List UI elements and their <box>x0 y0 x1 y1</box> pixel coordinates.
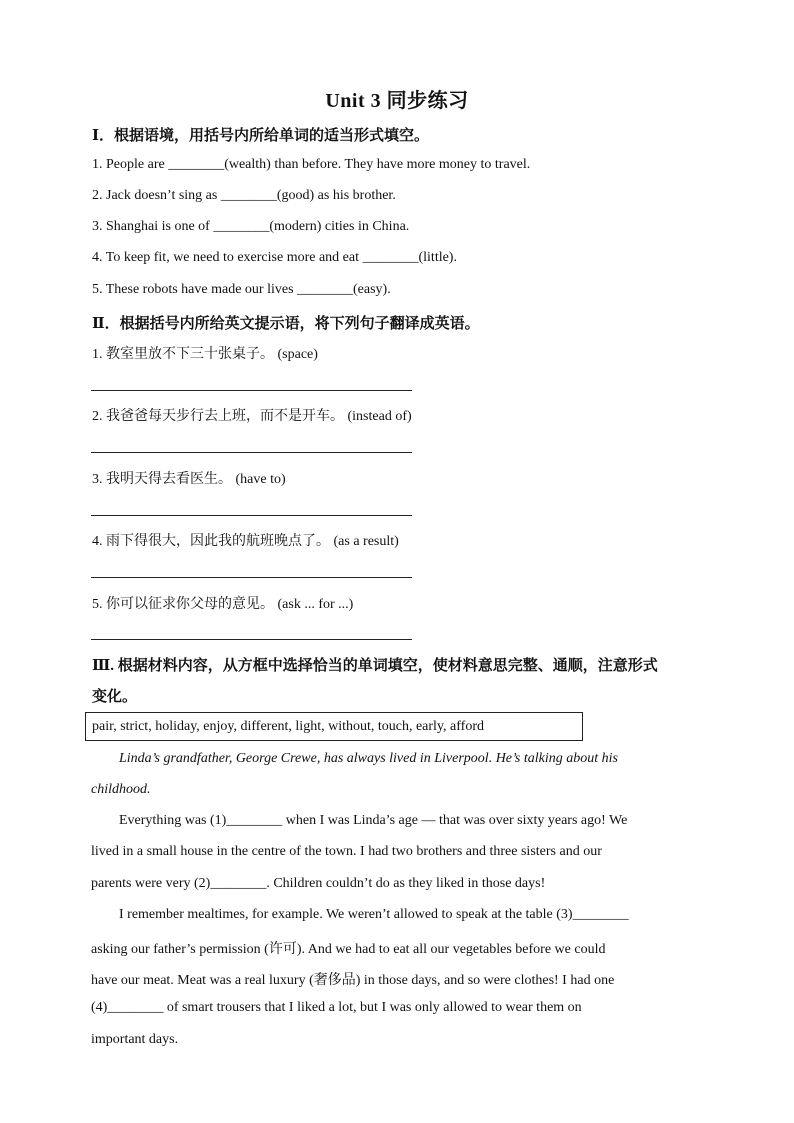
answer-line-1[interactable] <box>91 390 412 391</box>
section-1-item-4: 4. To keep fit, we need to exercise more and eat ________(little). <box>92 250 457 265</box>
section-1-item-2: 2. Jack doesn’t sing as ________(good) as his brother. <box>92 188 396 203</box>
passage-intro-line-1: Linda’s grandfather, George Crewe, has always lived in Liverpool. He’s talking about his <box>119 751 618 766</box>
section-1-item-1: 1. People are ________(wealth) than before. They have more money to travel. <box>92 157 531 172</box>
passage-line-1: Everything was (1)________ when I was Linda’s age — that was over sixty years ago! We <box>119 813 628 828</box>
section-1-heading: Ⅰ．根据语境，用括号内所给单词的适当形式填空。 <box>92 128 430 144</box>
answer-line-5[interactable] <box>91 639 412 640</box>
section-2-item-3: 3. 我明天得去看医生。 (have to) <box>92 472 286 487</box>
section-2-item-1: 1. 教室里放不下三十张桌子。 (space) <box>92 347 318 362</box>
section-2-item-2: 2. 我爸爸每天步行去上班，而不是开车。 (instead of) <box>92 409 412 424</box>
section-2-heading: Ⅱ．根据括号内所给英文提示语，将下列句子翻译成英语。 <box>92 316 480 332</box>
section-2-item-4: 4. 雨下得很大，因此我的航班晚点了。 (as a result) <box>92 534 399 549</box>
passage-intro-line-2: childhood. <box>91 782 151 797</box>
section-1-item-3: 3. Shanghai is one of ________(modern) cities in China. <box>92 219 410 234</box>
answer-line-2[interactable] <box>91 452 412 453</box>
passage-line-5: asking our father’s permission (许可). And we had to eat all our vegetables before we could <box>91 942 606 957</box>
section-3-heading-line-2: 变化。 <box>92 689 138 705</box>
passage-line-8: important days. <box>91 1032 179 1047</box>
passage-line-3: parents were very (2)________. Children couldn’t do as they liked in those days! <box>91 876 546 891</box>
passage-line-7: (4)________ of smart trousers that I liked a lot, but I was only allowed to wear them on <box>91 1000 582 1015</box>
section-1-item-5: 5. These robots have made our lives ________(easy). <box>92 282 391 297</box>
passage-line-2: lived in a small house in the centre of the town. I had two brothers and three sisters and our <box>91 844 602 859</box>
section-3-heading-line-1: Ⅲ. 根据材料内容，从方框中选择恰当的单词填空，使材料意思完整、通顺，注意形式 <box>92 658 658 674</box>
page-title: Unit 3 同步练习 <box>325 90 469 112</box>
word-box: pair, strict, holiday, enjoy, different, light, without, touch, early, afford <box>85 712 583 741</box>
passage-line-4: I remember mealtimes, for example. We weren’t allowed to speak at the table (3)________ <box>119 907 629 922</box>
section-2-item-5: 5. 你可以征求你父母的意见。 (ask ... for ...) <box>92 597 354 612</box>
passage-line-6: have our meat. Meat was a real luxury (奢侈品) in those days, and so were clothes! I had one <box>91 973 615 988</box>
answer-line-4[interactable] <box>91 577 412 578</box>
answer-line-3[interactable] <box>91 515 412 516</box>
